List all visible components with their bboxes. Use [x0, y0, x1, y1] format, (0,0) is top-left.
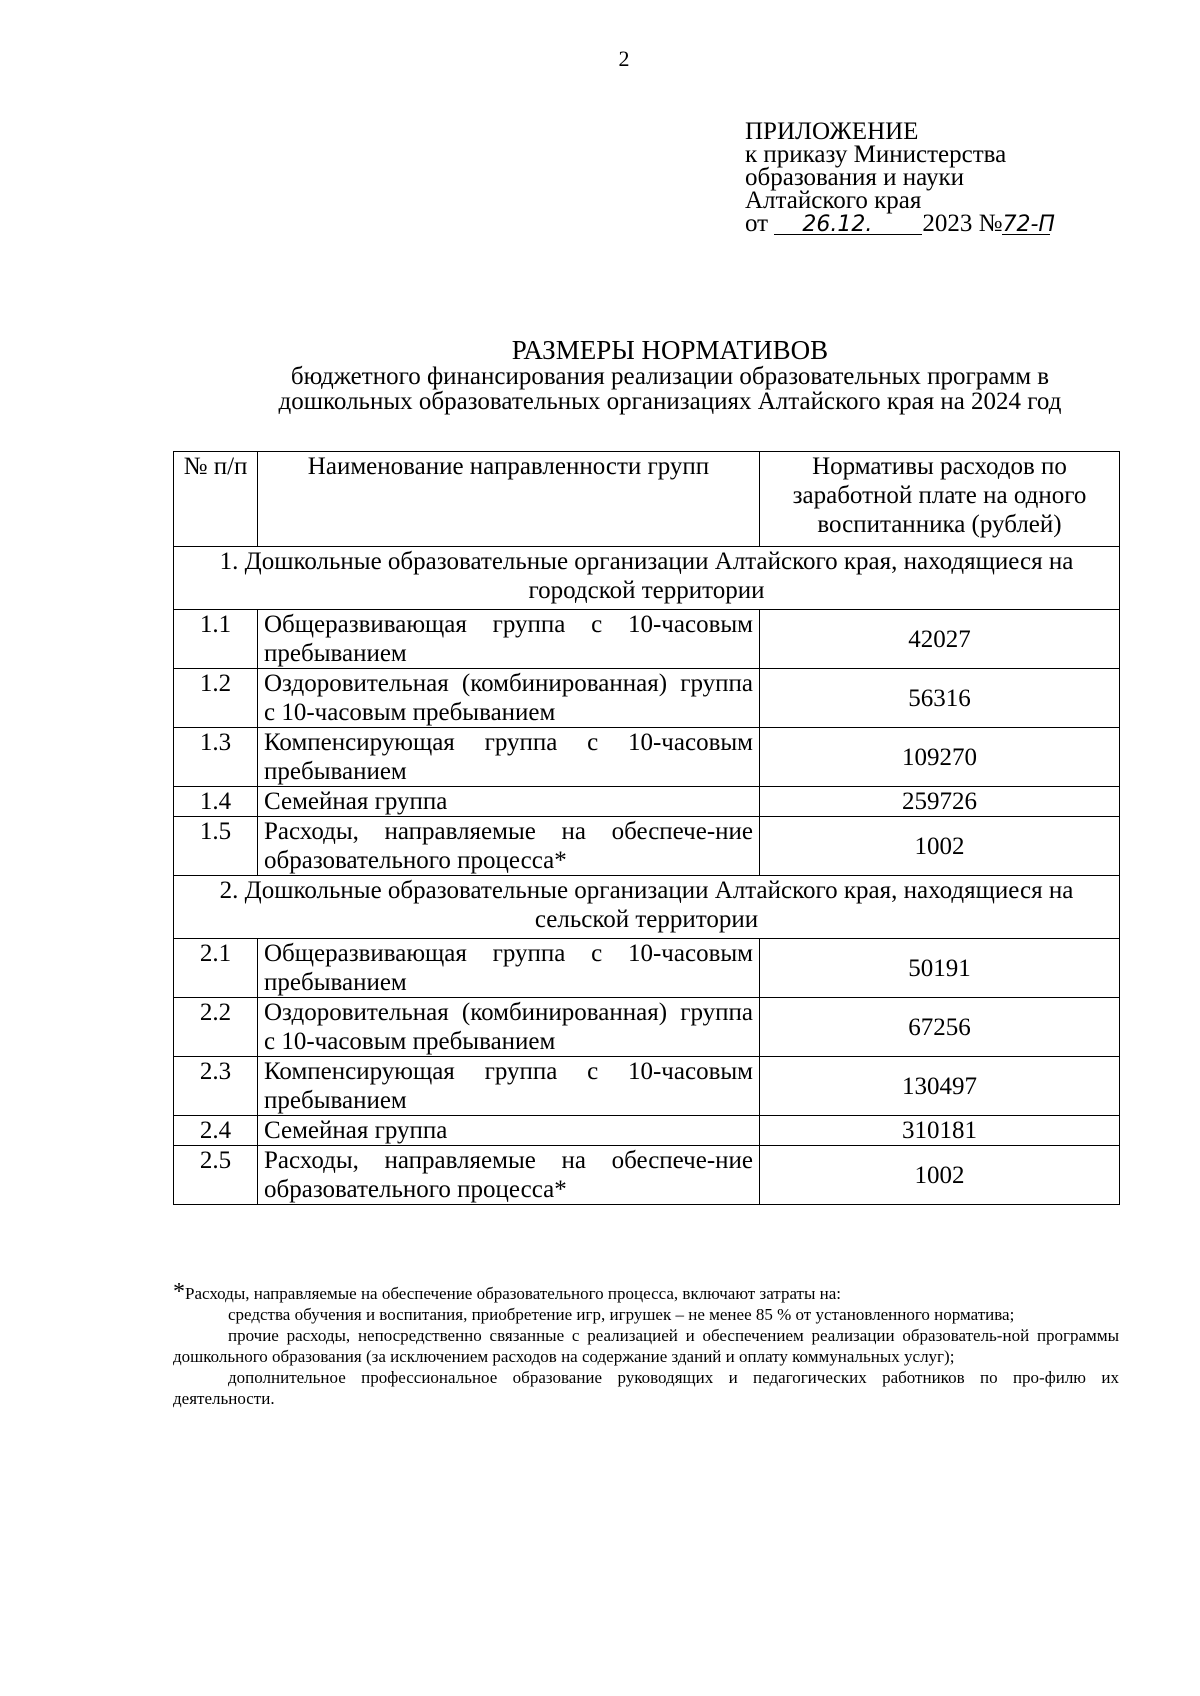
- row-value: 50191: [760, 939, 1120, 998]
- table-row: [174, 998, 1120, 1057]
- row-value: 310181: [760, 1116, 1120, 1146]
- footnote-lead-text: Расходы, направляемые на обеспечение образовательного процесса, включают затраты на:: [185, 1284, 842, 1303]
- order-year: 2023 №: [922, 210, 1003, 237]
- row-number: 1.2: [174, 669, 258, 728]
- page-number: 2: [618, 46, 630, 71]
- row-value: 1002: [760, 817, 1120, 876]
- appendix-title: ПРИЛОЖЕНИЕ: [745, 118, 919, 145]
- row-number: 2.4: [174, 1116, 258, 1146]
- appendix-line: образования и науки: [745, 164, 964, 191]
- header-name: Наименование направленности групп: [258, 452, 760, 547]
- row-number: 1.4: [174, 787, 258, 817]
- document-subtitle: [170, 364, 1170, 414]
- section-row: [174, 547, 1120, 610]
- section-title: 1. Дошкольные образовательные организации Алтайского края, находящиеся на городской территории: [174, 547, 1120, 610]
- row-number: 2.3: [174, 1057, 258, 1116]
- appendix-block: [745, 118, 1055, 237]
- row-number: 2.5: [174, 1146, 258, 1205]
- table-row: [174, 1146, 1120, 1205]
- row-name: Расходы, направляемые на обеспече-ние образовательного процесса*: [258, 817, 760, 876]
- row-name: Общеразвивающая группа с 10-часовым пребыванием: [258, 610, 760, 669]
- row-value: 109270: [760, 728, 1120, 787]
- section-title: 2. Дошкольные образовательные организации Алтайского края, находящиеся на сельской территории: [174, 876, 1120, 939]
- table-row: [174, 1057, 1120, 1116]
- table-header-row: [174, 452, 1120, 547]
- appendix-date-line: [745, 210, 1055, 237]
- row-name: Компенсирующая группа с 10-часовым пребыванием: [258, 728, 760, 787]
- document-title: РАЗМЕРЫ НОРМАТИВОВ: [511, 335, 829, 365]
- table-row: [174, 787, 1120, 817]
- subtitle-line: дошкольных образовательных организациях Алтайского края на 2024 год: [278, 388, 1062, 415]
- table-row: [174, 939, 1120, 998]
- row-name: Расходы, направляемые на обеспече-ние образовательного процесса*: [258, 1146, 760, 1205]
- header-value: Нормативы расходов по заработной плате на одного воспитанника (рублей): [760, 452, 1120, 547]
- section-row: [174, 876, 1120, 939]
- header-number: № п/п: [174, 452, 258, 547]
- row-value: 56316: [760, 669, 1120, 728]
- row-number: 1.3: [174, 728, 258, 787]
- subtitle-line: бюджетного финансирования реализации образовательных программ в: [290, 363, 1050, 390]
- date-prefix: от: [745, 210, 769, 237]
- handwritten-order-number: 72-П: [1002, 212, 1055, 237]
- row-value: 67256: [760, 998, 1120, 1057]
- row-value: 42027: [760, 610, 1120, 669]
- row-number: 1.1: [174, 610, 258, 669]
- handwritten-date: 26.12.: [774, 216, 922, 235]
- table-row: [174, 1116, 1120, 1146]
- row-number: 1.5: [174, 817, 258, 876]
- norms-table: [173, 451, 1120, 1205]
- footnote-star: *: [173, 1279, 185, 1305]
- footnote-item: дополнительное профессиональное образование руководящих и педагогических работников по про-филю их деятельности.: [173, 1368, 1119, 1408]
- row-name: Оздоровительная (комбинированная) группа с 10-часовым пребыванием: [258, 998, 760, 1057]
- row-value: 1002: [760, 1146, 1120, 1205]
- table-row: [174, 610, 1120, 669]
- appendix-line: Алтайского края: [745, 187, 922, 214]
- table-row: [174, 669, 1120, 728]
- appendix-line: к приказу Министерства: [745, 141, 1007, 168]
- row-number: 2.1: [174, 939, 258, 998]
- footnote-item: прочие расходы, непосредственно связанные с реализацией и обеспечением реализации образователь-ной программы дошкольного образования (за исключением расходов на содержание зданий и оплату коммунальных услуг);: [173, 1326, 1119, 1366]
- row-number: 2.2: [174, 998, 258, 1057]
- footnote-lead: [173, 1279, 1119, 1305]
- row-name: Компенсирующая группа с 10-часовым пребыванием: [258, 1057, 760, 1116]
- footnote: [173, 1279, 1119, 1409]
- footnote-item: средства обучения и воспитания, приобретение игр, игрушек – не менее 85 % от установленного норматива;: [228, 1305, 1015, 1324]
- row-value: 130497: [760, 1057, 1120, 1116]
- row-name: Семейная группа: [258, 787, 760, 817]
- row-name: Оздоровительная (комбинированная) группа с 10-часовым пребыванием: [258, 669, 760, 728]
- row-name: Семейная группа: [258, 1116, 760, 1146]
- table-row: [174, 817, 1120, 876]
- row-name: Общеразвивающая группа с 10-часовым пребыванием: [258, 939, 760, 998]
- row-value: 259726: [760, 787, 1120, 817]
- table-row: [174, 728, 1120, 787]
